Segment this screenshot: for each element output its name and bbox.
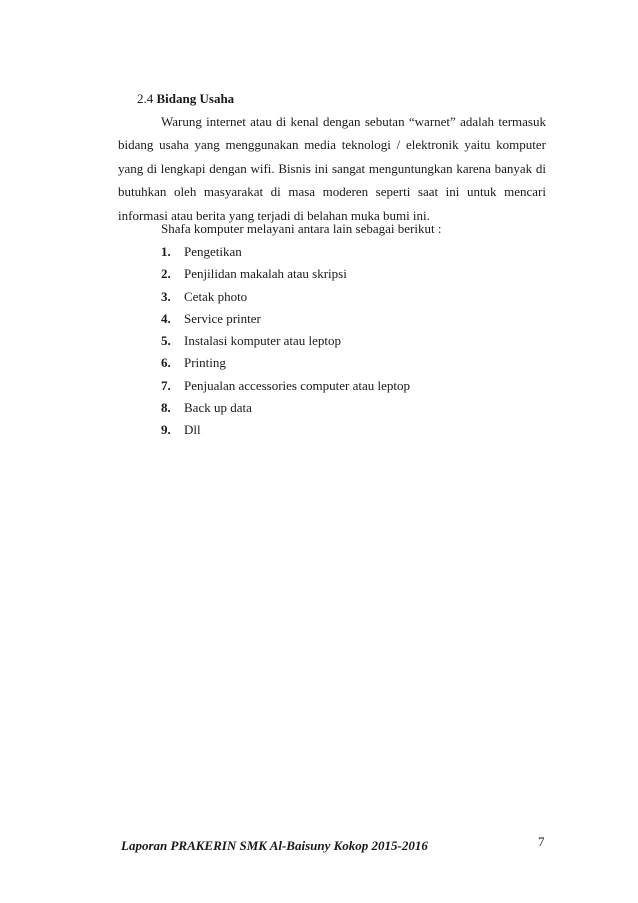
section-title: Bidang Usaha xyxy=(156,91,235,106)
item-number: 8. xyxy=(161,400,171,416)
item-number: 6. xyxy=(161,355,171,371)
item-number: 7. xyxy=(161,377,171,393)
paragraph-line: yang di lengkapi dengan wifi. Bisnis ini sangat menguntungkan karena banyak di xyxy=(118,160,546,176)
list-item xyxy=(161,333,410,355)
page-number: 7 xyxy=(538,834,545,849)
list-item xyxy=(161,266,410,288)
item-number: 3. xyxy=(161,288,171,304)
page-footer: Laporan PRAKERIN SMK Al-Baisuny Kokop 2015-2016 xyxy=(121,838,428,853)
list-item xyxy=(161,289,410,311)
item-label: Pengetikan xyxy=(184,244,242,259)
list-item xyxy=(161,378,410,400)
paragraph-line: informasi atau berita yang terjadi di belahan muka bumi ini. xyxy=(118,207,430,223)
paragraph-line: bidang usaha yang menggunakan media teknologi / elektronik yaitu komputer xyxy=(118,137,546,153)
item-label: Printing xyxy=(184,355,226,371)
list-item xyxy=(161,311,410,333)
item-label: Instalasi komputer atau leptop xyxy=(184,333,342,349)
list-item xyxy=(161,400,410,422)
section-number: 2.4 xyxy=(137,91,154,106)
item-number: 2. xyxy=(161,266,171,282)
item-number: 9. xyxy=(161,422,171,438)
item-number: 4. xyxy=(161,310,171,326)
item-label: Back up data xyxy=(184,400,252,416)
list-item xyxy=(161,244,410,266)
services-intro: Shafa komputer melayani antara lain sebagai berikut : xyxy=(161,221,442,236)
item-number: 1. xyxy=(161,244,171,259)
item-label: Service printer xyxy=(184,310,261,326)
item-number: 5. xyxy=(161,333,171,349)
item-label: Penjualan accessories computer atau leptop xyxy=(184,377,410,393)
item-label: Penjilidan makalah atau skripsi xyxy=(184,266,347,282)
section-heading xyxy=(137,91,234,107)
list-item xyxy=(161,355,410,377)
paragraph-line: butuhkan oleh masyarakat di masa moderen seperti saat ini untuk mencari xyxy=(118,184,546,200)
paragraph-line: Warung internet atau di kenal dengan sebutan “warnet” adalah termasuk xyxy=(161,114,546,129)
list-item xyxy=(161,422,410,444)
body-paragraph xyxy=(118,110,546,227)
item-label: Dll xyxy=(184,422,201,438)
services-list xyxy=(161,244,410,445)
item-label: Cetak photo xyxy=(184,288,248,304)
